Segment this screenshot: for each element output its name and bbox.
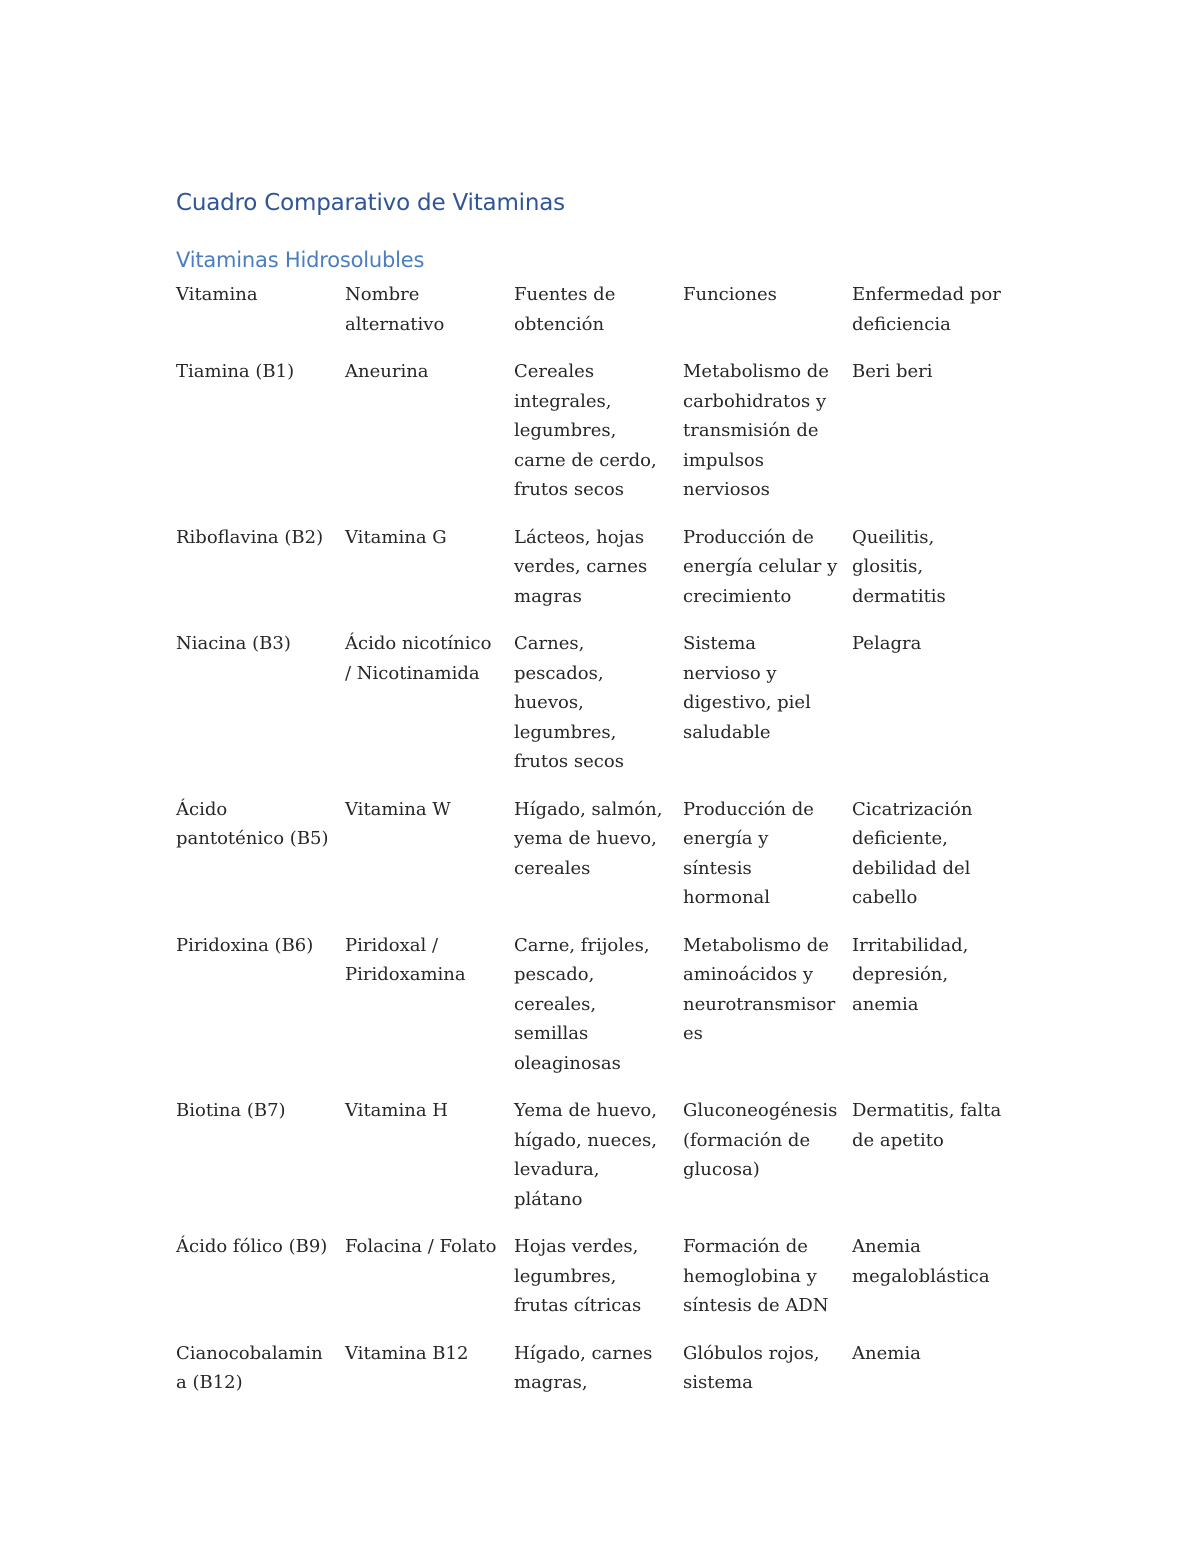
table-header-row <box>170 280 1015 357</box>
table-cell: Tiamina (B1) <box>176 361 295 382</box>
table-row <box>170 1096 1015 1232</box>
table-cell: Metabolismo de carbohidratos y transmisión de impulsos nerviosos <box>683 361 829 500</box>
table-cell: Piridoxina (B6) <box>176 934 314 956</box>
table-cell: Carnes, pescados, huevos, legumbres, frutos secos <box>514 633 624 772</box>
table-cell: Vitamina B12 <box>345 1342 469 1364</box>
table-row <box>170 523 1015 630</box>
table-row <box>170 1339 1015 1416</box>
table-cell: Hígado, salmón, yema de huevo, cereales <box>514 798 663 879</box>
table-cell: Gluconeogénesis (formación de glucosa) <box>683 1100 838 1180</box>
table-cell: Cianocobalamina (B12) <box>176 1342 323 1393</box>
table-row <box>170 629 1015 795</box>
header-cell: Funciones <box>683 284 777 305</box>
header-cell: Nombre alternativo <box>345 284 445 335</box>
table-cell: Biotina (B7) <box>176 1100 286 1121</box>
document-title: Cuadro Comparativo de Vitaminas <box>176 190 565 216</box>
table-cell: Ácido pantoténico (B5) <box>176 798 329 849</box>
header-cell: Fuentes de obtención <box>514 284 616 335</box>
table-cell: Hojas verdes, legumbres, frutas cítricas <box>514 1236 642 1316</box>
table-cell: Riboflavina (B2) <box>176 526 324 548</box>
section-title: Vitaminas Hidrosolubles <box>176 248 425 272</box>
table-cell: Niacina (B3) <box>176 633 291 654</box>
table-cell: Anemia <box>852 1342 921 1364</box>
header-cell: Enfermedad por deficiencia <box>852 284 1001 335</box>
table-cell: Pelagra <box>852 633 922 654</box>
table-cell: Producción de energía y síntesis hormonal <box>683 798 814 908</box>
table-cell: Lácteos, hojas verdes, carnes magras <box>514 526 648 607</box>
table-cell: Producción de energía celular y crecimiento <box>683 526 838 607</box>
table-cell: Vitamina H <box>345 1100 448 1121</box>
table-row <box>170 1232 1015 1339</box>
table-cell: Hígado, carnes magras, <box>514 1342 653 1393</box>
table-cell: Glóbulos rojos, sistema <box>683 1342 820 1393</box>
table-cell: Beri beri <box>852 361 933 382</box>
table-cell: Aneurina <box>345 361 429 382</box>
header-cell: Vitamina <box>176 284 258 305</box>
table-cell: Folacina / Folato <box>345 1236 497 1257</box>
table-cell: Vitamina W <box>345 798 451 820</box>
table-cell: Metabolismo de aminoácidos y neurotransmisores <box>683 934 836 1044</box>
table-cell: Ácido fólico (B9) <box>176 1236 328 1257</box>
table-cell: Cicatrización deficiente, debilidad del cabello <box>852 798 973 908</box>
table-cell: Carne, frijoles, pescado, cereales, semillas oleaginosas <box>514 934 650 1074</box>
table-cell: Ácido nicotínico / Nicotinamida <box>345 633 492 684</box>
table-cell: Vitamina G <box>345 526 447 548</box>
table-cell: Piridoxal / Piridoxamina <box>345 934 466 985</box>
table-cell: Sistema nervioso y digestivo, piel saludable <box>683 633 811 743</box>
table-cell: Yema de huevo, hígado, nueces, levadura, plátano <box>514 1100 657 1210</box>
table-cell: Cereales integrales, legumbres, carne de cerdo, frutos secos <box>514 361 657 500</box>
table-row <box>170 357 1015 523</box>
table-row <box>170 795 1015 931</box>
table-cell: Anemia megaloblástica <box>852 1236 990 1287</box>
table-cell: Formación de hemoglobina y síntesis de ADN <box>683 1236 829 1316</box>
vitamins-table <box>170 280 1015 1416</box>
table-cell: Queilitis, glositis, dermatitis <box>852 526 946 607</box>
table-row <box>170 931 1015 1097</box>
table-cell: Dermatitis, falta de apetito <box>852 1100 1002 1151</box>
table-cell: Irritabilidad, depresión, anemia <box>852 934 969 1015</box>
